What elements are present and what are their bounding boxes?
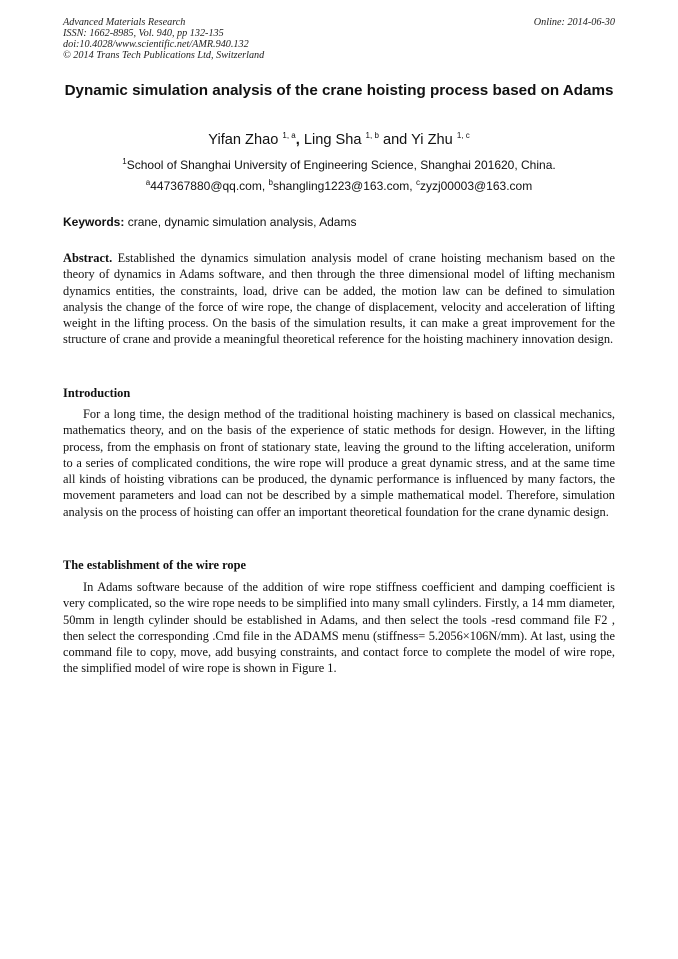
author-superscript: 1, c [456,131,470,141]
journal-issn: ISSN: 1662-8985, Vol. 940, pp 132-135 [63,28,224,39]
author-separator: , [295,132,300,148]
author-name: Ling Sha [303,132,362,148]
author-superscript: 1, b [365,131,379,141]
email-superscript: b [268,178,273,187]
email-superscript: c [415,178,420,187]
author-and: and [382,132,408,148]
author-superscript: 1, a [282,131,296,141]
online-date: Online: 2014-06-30 [533,17,615,28]
email-list [63,179,615,194]
email-address: zyzj00003@163.com [419,179,533,193]
abstract [63,250,615,348]
affiliation [63,158,615,173]
journal-name: Advanced Materials Research [63,17,186,28]
affiliation-text: School of Shanghai University of Engineering Science, Shanghai 201620, China. [126,158,556,172]
journal-copyright: © 2014 Trans Tech Publications Ltd, Switzerland [63,50,265,61]
author-name: Yifan Zhao [208,132,279,148]
paper-title: Dynamic simulation analysis of the crane hoisting process based on Adams [64,82,614,99]
email-superscript: a [145,178,151,187]
author-name: Yi Zhu [411,132,453,148]
introduction-paragraph: For a long time, the design method of the traditional hoisting machinery is based on classical mechanics, mathematics theory, and on the basis of the experience of static methods for design. However, in the lifting process, from the emphasis on front of stationary state, leaving the ground to the lifting acceleration, uniform to a series of complicated conditions, the wire rope will produce a great dynamic stress, and at the same time all kinds of hoisting vibrations can be produced, the dynamic performance is influenced by many factors, the movement parameters and load can not be described by a simple mathematical model. Therefore, simulation analysis on the process of hoisting can offer an important theoretical foundation for the crane dynamic design. [63,407,615,519]
abstract-text: Established the dynamics simulation analysis model of crane hoisting mechanism based on the theory of dynamics in Adams software, and then through the three dimensional model of lifting mechanism dynamics entities, the constraints, load, drive can be added, the motion law can be defined to simulation analysis the change of the force of wire rope, the change of displacement, velocity and acceleration of lifting weight in the lifting process. On the basis of the simulation results, it can make a great improvement for the structure of crane and provide a meaningful theoretical reference for the hoisting machinery innovation design. [63,251,615,347]
abstract-label: Abstract. [63,251,113,265]
email-address: 447367880@qq.com, [150,179,266,193]
author-list [63,131,615,149]
wire-rope-paragraph: In Adams software because of the addition of wire rope stiffness coefficient and damping coefficient is very complicated, so the wire rope needs to be simplified into many small cylinders. Firstly, a 14 mm diameter, 50mm in length cylinder should be established in Adams, and then select the tools -resd command file F2 , then select the corresponding .Cmd file in the ADAMS menu (stiffness= 5.2056×106N/mm). At last, using the command file to copy, move, add busying constraints, and contact force to complete the model of wire rope, the simplified model of wire rope is shown in Figure 1. [63,580,615,676]
keywords-text: crane, dynamic simulation analysis, Adams [127,215,357,229]
keywords-label: Keywords: [63,215,125,229]
wire-rope-heading: The establishment of the wire rope [63,558,246,572]
affiliation-superscript: 1 [122,157,127,166]
keywords [63,215,615,230]
introduction-heading: Introduction [63,386,131,400]
email-address: shangling1223@163.com, [272,179,413,193]
journal-header [63,17,615,61]
journal-doi: doi:10.4028/www.scientific.net/AMR.940.132 [63,39,249,50]
